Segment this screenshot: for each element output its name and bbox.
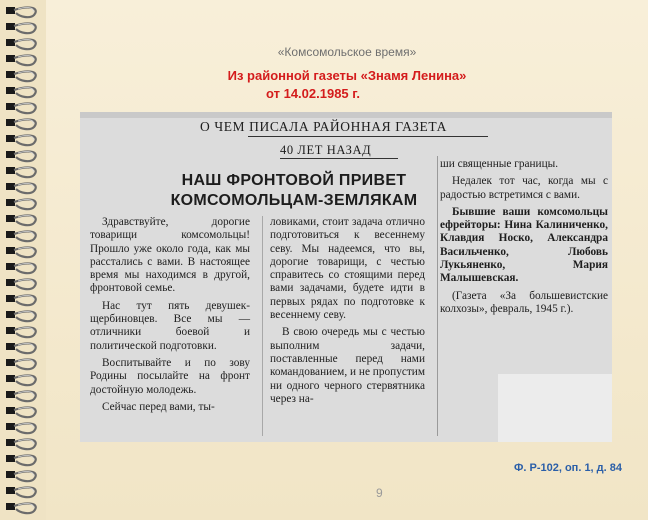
paragraph: Нас тут пять девушек-щербиновцев. Все мы — отличники боевой и политической подготовки. (90, 299, 250, 352)
paragraph: Здравствуйте, дорогие товарищи комсомольцы! Прошло уже около года, как мы расстались с вами. В настоящее время мы находимся в другой, фронтовой семье. (90, 216, 250, 295)
album-page (46, 0, 648, 520)
headline-underline (248, 136, 488, 137)
article-title-line1: НАШ ФРОНТОВОЙ ПРИВЕТ (181, 172, 407, 189)
page-number: 9 (376, 486, 383, 500)
date-line: от 14.02.1985 г. (266, 86, 360, 101)
clipping-subhead: 40 ЛЕТ НАЗАД (280, 143, 372, 157)
column-divider (262, 216, 263, 436)
paragraph: Сейчас перед вами, ты- (102, 400, 215, 413)
article-column-1 (90, 216, 250, 418)
source-note: (Газета «За большевистские колхозы», февраль, 1945 г.). (440, 289, 608, 315)
newspaper-clipping (80, 112, 612, 442)
source-title: «Комсомольское время» (277, 45, 417, 59)
article-column-3 (440, 158, 608, 320)
paragraph: ловиками, стоит задача отлично подготовиться к весеннему севу. Мы надеемся, что вы, дорогие товарищи, с честью справитесь со стоящими перед вами задачами, будете идти в первых рядах по подготовке к весеннему севу. (270, 216, 425, 322)
article-column-2 (270, 216, 425, 410)
spiral-binding-icon (0, 0, 46, 520)
subhead-underline (280, 158, 398, 159)
paragraph: Воспитывайте и по зову Родины посылайте на фронт достойную молодежь. (90, 356, 250, 396)
signatures: Бывшие ваши комсомольцы ефрейторы: Нина Калиниченко, Клавдия Носко, Александра Васильченко, Любовь Лукьяненко, Мария Малышевская. (440, 205, 608, 285)
paragraph: В свою очередь мы с честью выполним задачи, поставленные перед нами командованием, и не пропустим ни одного черного стервятника через на- (270, 326, 425, 405)
newspaper-line: Из районной газеты «Знамя Ленина» (227, 68, 467, 83)
archive-fund-reference: Ф. Р-102, оп. 1, д. 84 (514, 462, 623, 474)
clipping-headline: О ЧЕМ ПИСАЛА РАЙОННАЯ ГАЗЕТА (200, 119, 447, 134)
article-title-line2: КОМСОМОЛЬЦАМ-ЗЕМЛЯКАМ (170, 192, 418, 209)
clipping-edge (80, 112, 612, 118)
blank-area (498, 374, 612, 442)
paragraph: ши священные границы. (440, 158, 559, 170)
paragraph: Недалек тот час, когда мы с радостью встретимся с вами. (440, 175, 608, 201)
column-divider (437, 156, 438, 436)
